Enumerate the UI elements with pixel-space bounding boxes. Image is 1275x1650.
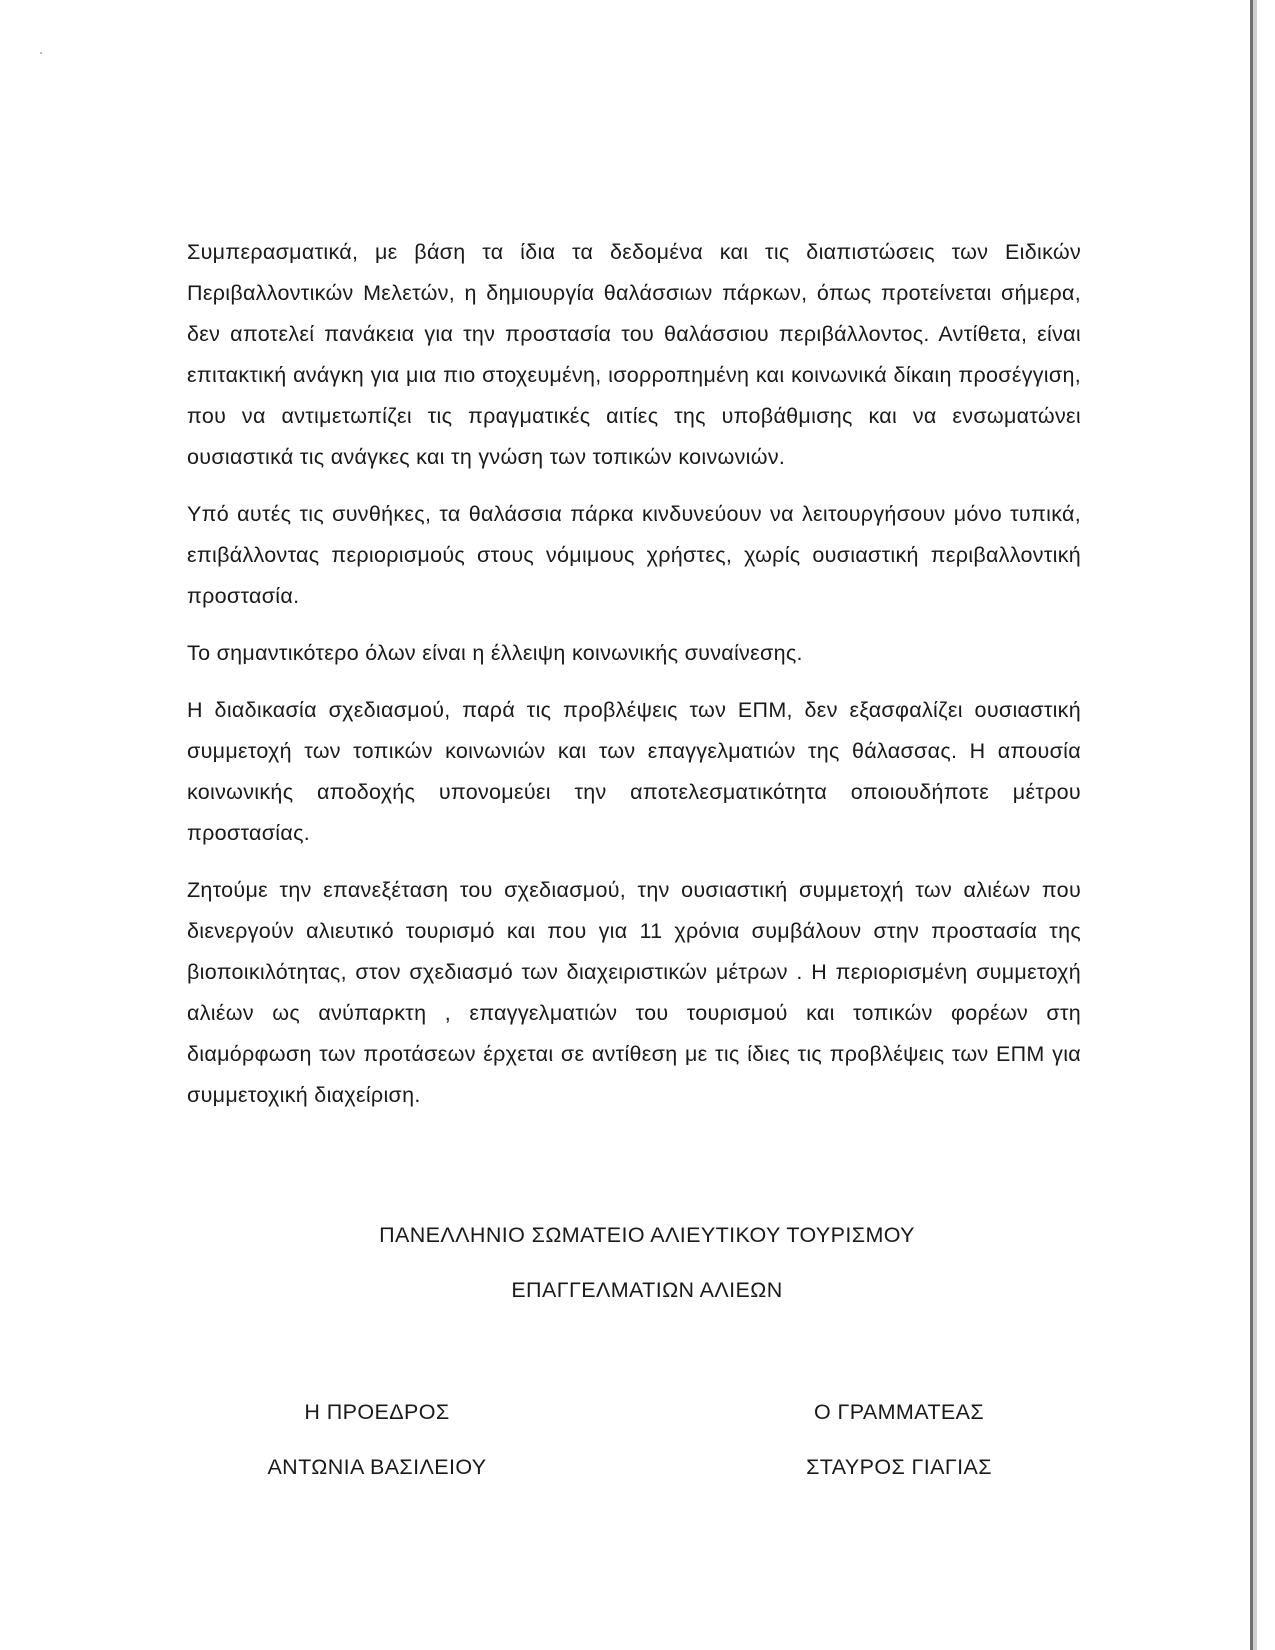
organization-name-line-2: ΕΠΑΓΓΕΛΜΑΤΙΩΝ ΑΛΙΕΩΝ	[511, 1278, 783, 1302]
president-role: Η ΠΡΟΕΔΡΟΣ	[304, 1400, 450, 1424]
paragraph-consensus: Το σημαντικότερο όλων είναι η έλλειψη κοινωνικής συναίνεσης.	[187, 641, 803, 665]
paragraph-conclusion: Συμπερασματικά, με βάση τα ίδια τα δεδομένα και τις διαπιστώσεις των Ειδικών Περιβαλλοντικών Μελετών, η δημιουργία θαλάσσιων πάρκων, όπως προτείνεται σήμερα, δεν αποτελεί πανάκεια για την προστασία του θαλάσσιου περιβάλλοντος. Αντίθετα, είναι επιτακτική ανάγκη για μια πιο στοχευμένη, ισορροπημένη και κοινωνικά δίκαιη προσέγγιση, που να αντιμετωπίζει τις πραγματικές αιτίες της υποβάθμισης και να ενσωματώνει ουσιαστικά τις ανάγκες και τη γνώση των τοπικών κοινωνιών.	[187, 240, 1081, 469]
secretary-role: Ο ΓΡΑΜΜΑΤΕΑΣ	[813, 1400, 985, 1424]
president-name: ΑΝΤΩΝΙΑ ΒΑΣΙΛΕΙΟΥ	[267, 1455, 487, 1479]
organization-name-line-1: ΠΑΝΕΛΛΗΝΙΟ ΣΩΜΑΤΕΙΟ ΑΛΙΕΥΤΙΚΟΥ ΤΟΥΡΙΣΜΟΥ	[379, 1223, 915, 1247]
paragraph-planning-process: Η διαδικασία σχεδιασμού, παρά τις προβλέψεις των ΕΠΜ, δεν εξασφαλίζει ουσιαστική συμμετοχή των τοπικών κοινωνιών και των επαγγελματιών της θάλασσας. Η απουσία κοινωνικής αποδοχής υπονομεύει την αποτελεσματικότητα οποιουδήποτε μέτρου προστασίας.	[187, 698, 1081, 845]
paragraph-request: Ζητούμε την επανεξέταση του σχεδιασμού, την ουσιαστική συμμετοχή των αλιέων που διενεργούν αλιευτικό τουρισμό και που για 11 χρόνια συμβάλουν στην προστασία της βιοποικιλότητας, στον σχεδιασμό των διαχειριστικών μέτρων . Η περιορισμένη συμμετοχή αλιέων ως ανύπαρκτη , επαγγελματιών του τουρισμού και τοπικών φορέων στη διαμόρφωση των προτάσεων έρχεται σε αντίθεση με τις ίδιες τις προβλέψεις των ΕΠΜ για συμμετοχική διαχείριση.	[187, 878, 1081, 1107]
secretary-name: ΣΤΑΥΡΟΣ ΓΙΑΓΙΑΣ	[806, 1455, 992, 1479]
paragraph-conditions: Υπό αυτές τις συνθήκες, τα θαλάσσια πάρκα κινδυνεύουν να λειτουργήσουν μόνο τυπικά, επιβάλλοντας περιορισμούς στους νόμιμους χρήστες, χωρίς ουσιαστική περιβαλλοντική προστασία.	[187, 502, 1081, 608]
